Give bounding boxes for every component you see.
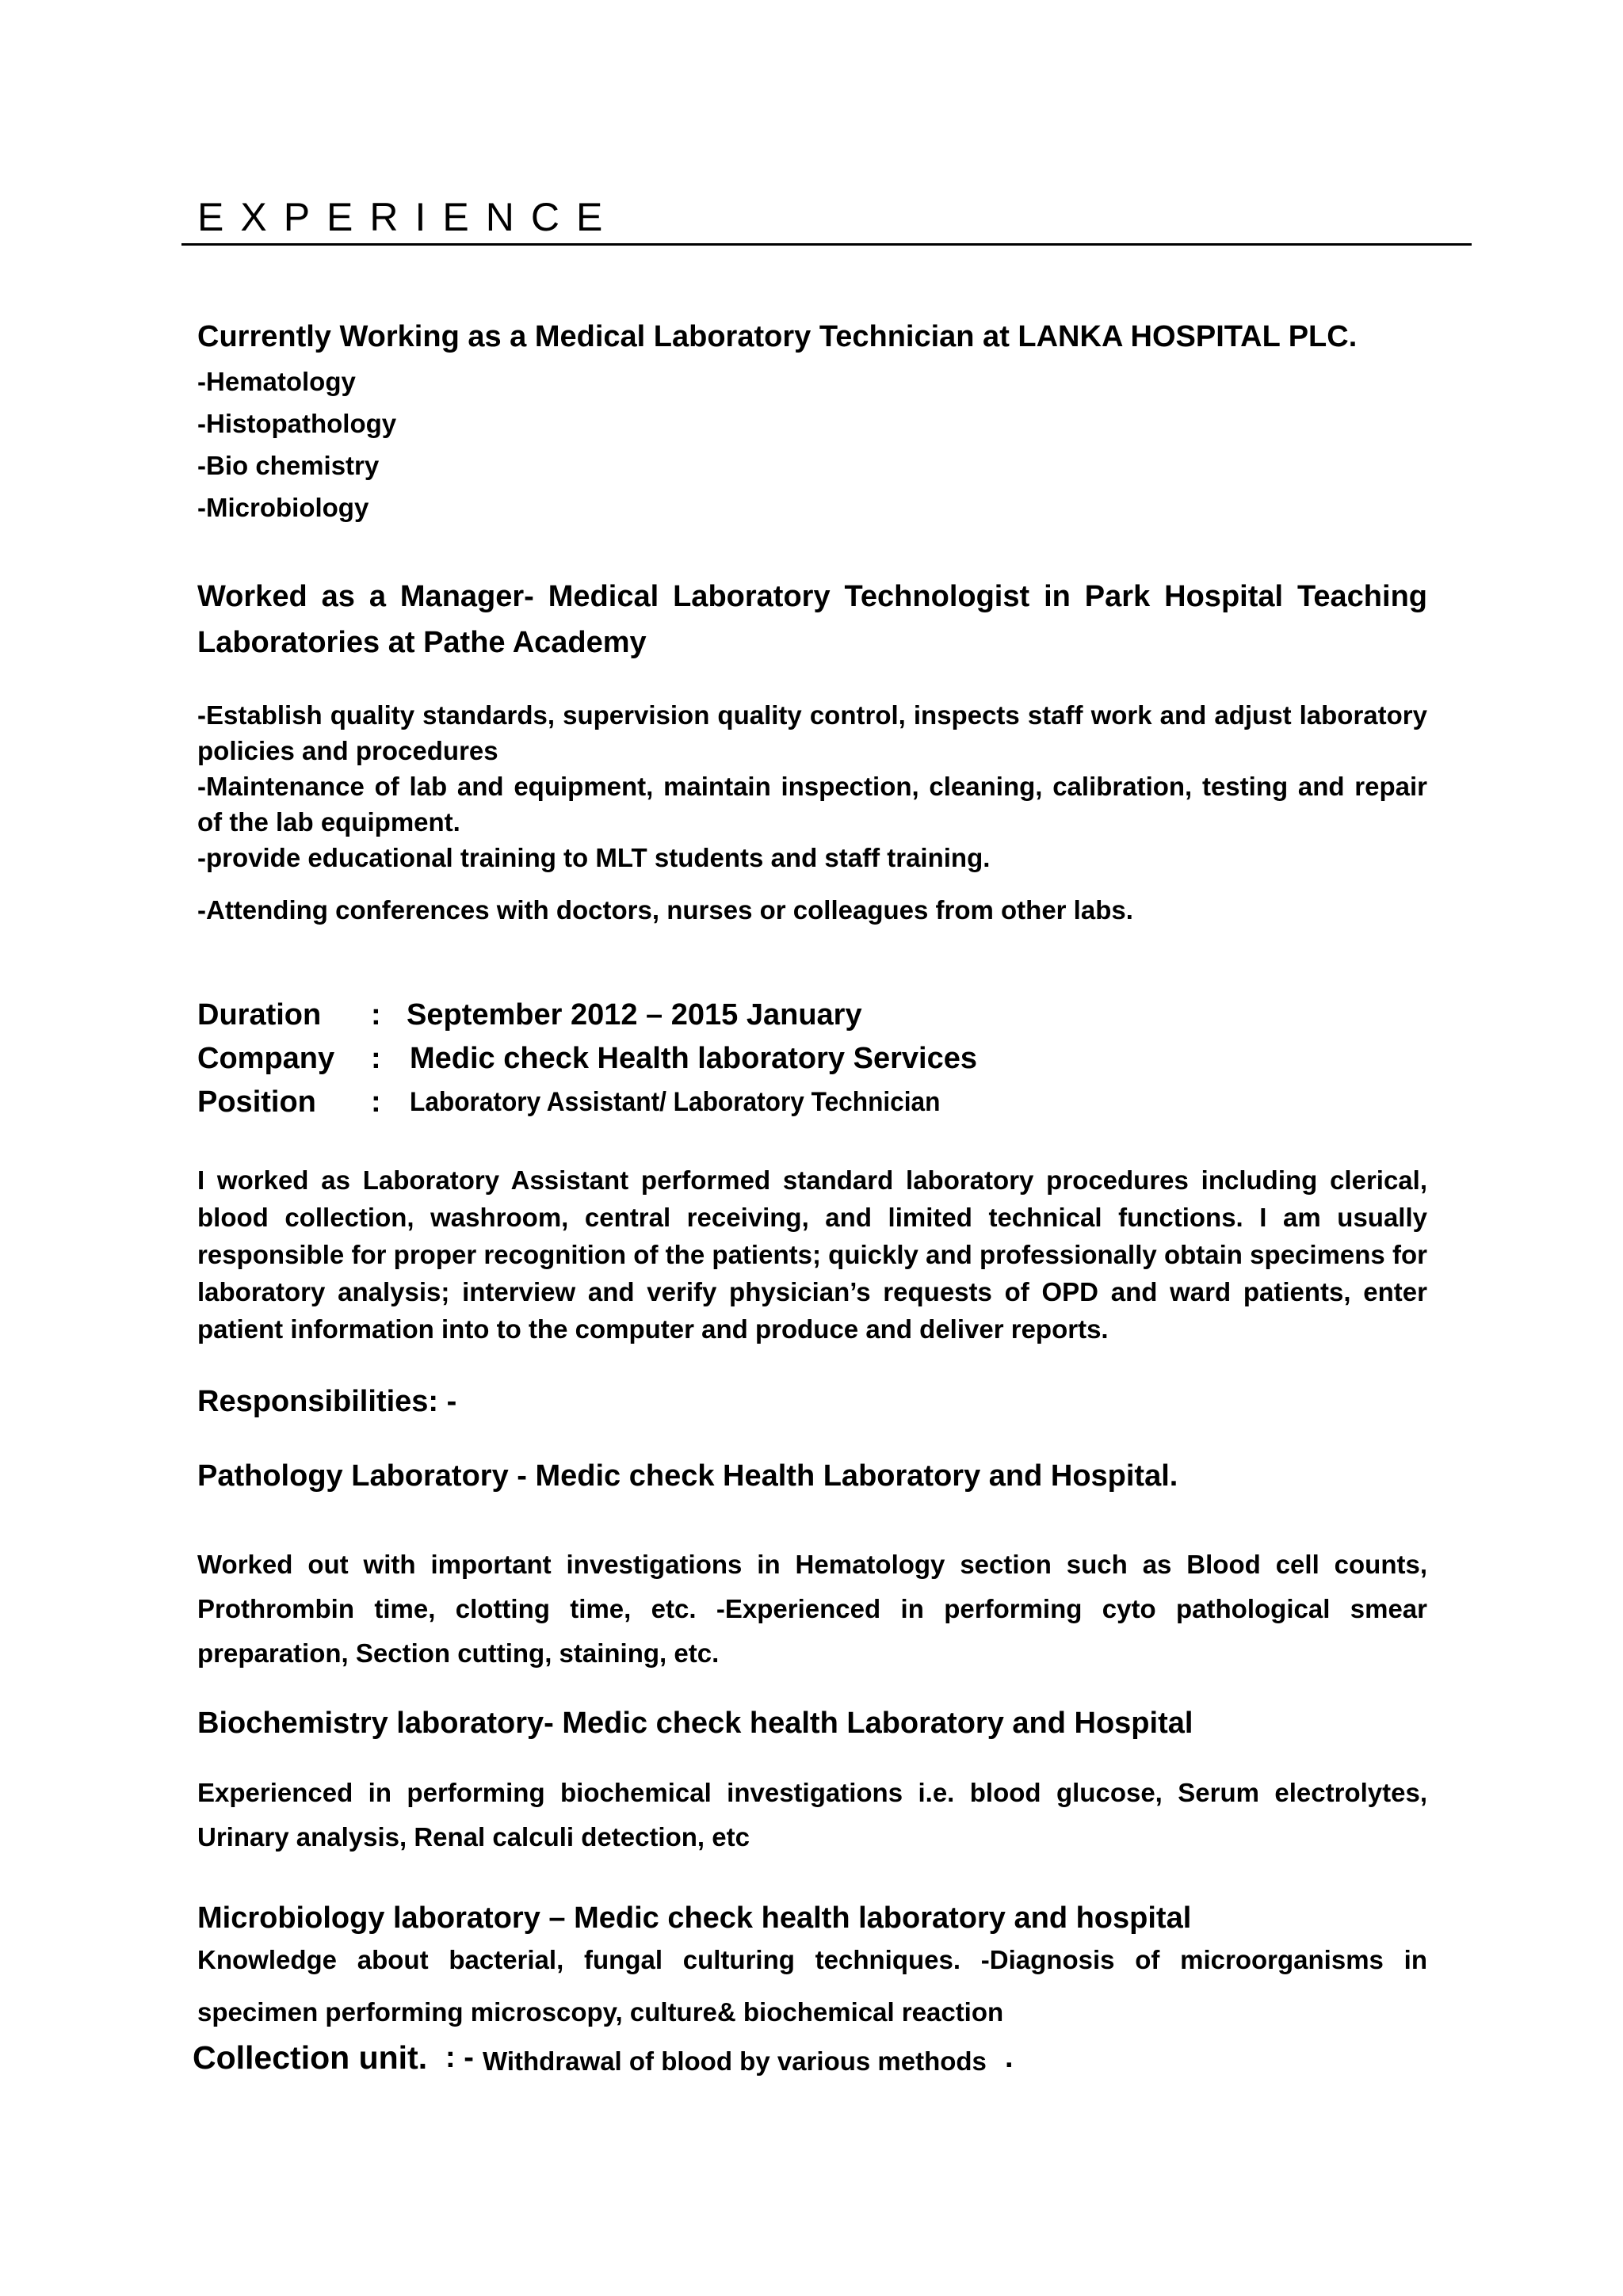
current-item-histopathology: -Histopathology: [197, 409, 397, 438]
manager-duty-1: -Establish quality standards, supervision quality control, inspects staff work and adjust laboratory policies and procedures: [197, 700, 1427, 765]
collection-unit-period: .: [1005, 2041, 1014, 2074]
company-label: Company: [197, 1042, 335, 1075]
pathology-heading: Pathology Laboratory - Medic check Health Laboratory and Hospital.: [197, 1459, 1178, 1493]
section-title: EXPERIENCE: [197, 195, 620, 239]
current-item-microbiology: -Microbiology: [197, 493, 369, 522]
position-value: Laboratory Assistant/ Laboratory Technician: [410, 1087, 941, 1117]
manager-duty-3: -provide educational training to MLT students and staff training.: [197, 843, 991, 872]
company-separator: :: [371, 1042, 381, 1075]
responsibilities-heading: Responsibilities: -: [197, 1385, 457, 1418]
duration-label: Duration: [197, 998, 322, 1032]
pathology-text: Worked out with important investigations in Hematology section such as Blood cell counts, Prothrombin time, clotting time, etc. -Experienced in performing cyto pathological smear preparation, Section cutting, staining, etc.: [197, 1550, 1427, 1668]
manager-duty-2: -Maintenance of lab and equipment, maintain inspection, cleaning, calibration, testing and repair of the lab equipment.: [197, 772, 1427, 837]
collection-unit-separator: : -: [445, 2041, 474, 2074]
current-item-biochemistry: -Bio chemistry: [197, 451, 380, 480]
current-item-hematology: -Hematology: [197, 367, 356, 396]
company-value: Medic check Health laboratory Services: [410, 1042, 977, 1075]
duration-separator: :: [371, 998, 381, 1032]
microbiology-text: Knowledge about bacterial, fungal culturing techniques. -Diagnosis of microorganisms in specimen performing microscopy, culture& biochemical reaction: [197, 1945, 1427, 2027]
biochemistry-text: Experienced in performing biochemical investigations i.e. blood glucose, Serum electrolytes, Urinary analysis, Renal calculi detection, etc: [197, 1778, 1427, 1852]
manager-duty-4: -Attending conferences with doctors, nurses or colleagues from other labs.: [197, 895, 1133, 925]
job-summary: I worked as Laboratory Assistant performed standard laboratory procedures including clerical, blood collection, washroom, central receiving, and limited technical functions. I am usually responsible for proper recognition of the patients; quickly and professionally obtain specimens for laboratory analysis; interview and verify physician’s requests of OPD and ward patients, enter patient information into to the computer and produce and deliver reports.: [197, 1165, 1427, 1344]
current-job-heading: Currently Working as a Medical Laboratory Technician at LANKA HOSPITAL PLC.: [197, 320, 1358, 353]
duration-value: September 2012 – 2015 January: [407, 998, 862, 1032]
collection-unit-text: Withdrawal of blood by various methods: [483, 2046, 987, 2076]
section-divider: [181, 243, 1472, 246]
collection-unit-label: Collection unit.: [193, 2039, 428, 2076]
position-separator: :: [371, 1085, 381, 1119]
microbiology-heading: Microbiology laboratory – Medic check health laboratory and hospital: [197, 1901, 1192, 1935]
position-label: Position: [197, 1085, 316, 1119]
manager-heading: Worked as a Manager- Medical Laboratory Technologist in Park Hospital Teaching Laboratories at Pathe Academy: [197, 580, 1427, 659]
biochemistry-heading: Biochemistry laboratory- Medic check health Laboratory and Hospital: [197, 1707, 1193, 1740]
